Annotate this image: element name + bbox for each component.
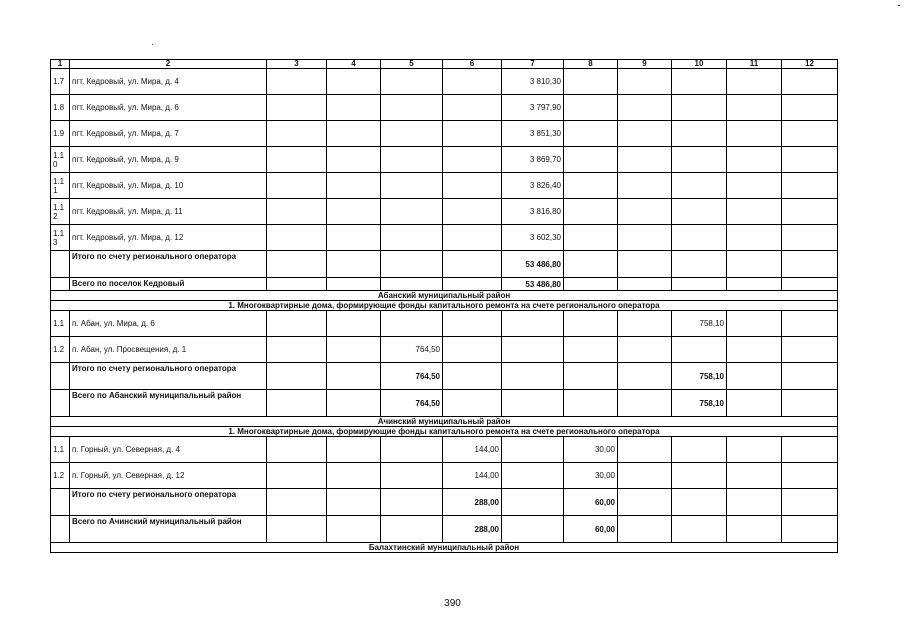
value-cell-col-6 xyxy=(443,225,502,251)
value-cell-col-9 xyxy=(618,95,672,121)
value-cell-col-5 xyxy=(381,199,443,225)
value-cell-col-7: 3 797,90 xyxy=(502,95,564,121)
value-cell-col-8 xyxy=(564,251,618,278)
subtotal-row xyxy=(51,363,838,390)
value-cell-col-5 xyxy=(381,489,443,516)
value-cell-col-11 xyxy=(727,363,782,390)
table-row xyxy=(51,147,838,173)
value-cell-col-3 xyxy=(267,199,327,225)
scan-speck xyxy=(152,44,153,45)
subtotal-label: Всего по поселок Кедровый xyxy=(70,278,267,291)
value-cell-col-8 xyxy=(564,147,618,173)
value-cell-col-10 xyxy=(672,69,727,95)
value-cell-col-6 xyxy=(443,147,502,173)
value-cell-col-3 xyxy=(267,95,327,121)
value-cell-col-10: 758,10 xyxy=(672,311,727,337)
value-cell-col-4 xyxy=(327,69,381,95)
value-cell-col-10 xyxy=(672,463,727,489)
value-cell-col-6: 144,00 xyxy=(443,463,502,489)
value-cell-col-10 xyxy=(672,173,727,199)
address-cell: пгт. Кедровый, ул. Мира, д. 4 xyxy=(70,69,267,95)
value-cell-col-6: 144,00 xyxy=(443,437,502,463)
row-number: 1.9 xyxy=(51,121,70,147)
address-cell: пгт. Кедровый, ул. Мира, д. 11 xyxy=(70,199,267,225)
value-cell-col-4 xyxy=(327,121,381,147)
value-cell-col-11 xyxy=(727,278,782,291)
value-cell-col-9 xyxy=(618,278,672,291)
value-cell-col-5 xyxy=(381,463,443,489)
value-cell-col-11 xyxy=(727,311,782,337)
value-cell-col-4 xyxy=(327,463,381,489)
value-cell-col-9 xyxy=(618,251,672,278)
value-cell-col-9 xyxy=(618,390,672,417)
value-cell-col-5 xyxy=(381,95,443,121)
value-cell-col-4 xyxy=(327,225,381,251)
row-number: 1.1 xyxy=(51,437,70,463)
section-title: 1. Многоквартирные дома, формирующие фонды капитального ремонта на счете регионального оператора xyxy=(51,301,838,311)
value-cell-col-10 xyxy=(672,251,727,278)
value-cell-col-5: 764,50 xyxy=(381,390,443,417)
row-number: 1.7 xyxy=(51,69,70,95)
value-cell-col-12 xyxy=(782,463,838,489)
table-row xyxy=(51,173,838,199)
row-number: 1.2 xyxy=(51,463,70,489)
value-cell-col-8 xyxy=(564,95,618,121)
value-cell-col-3 xyxy=(267,173,327,199)
value-cell-col-11 xyxy=(727,199,782,225)
subtotal-label: Итого по счету регионального оператора xyxy=(70,251,267,278)
value-cell-col-11 xyxy=(727,147,782,173)
value-cell-col-7 xyxy=(502,311,564,337)
value-cell-col-9 xyxy=(618,147,672,173)
value-cell-col-7: 3 602,30 xyxy=(502,225,564,251)
value-cell-col-3 xyxy=(267,69,327,95)
value-cell-col-3 xyxy=(267,225,327,251)
value-cell-col-7 xyxy=(502,437,564,463)
value-cell-col-6 xyxy=(443,121,502,147)
value-cell-col-6 xyxy=(443,337,502,363)
value-cell-col-6: 288,00 xyxy=(443,516,502,543)
value-cell-col-5 xyxy=(381,147,443,173)
value-cell-col-12 xyxy=(782,173,838,199)
page-number: 390 xyxy=(444,598,461,609)
table-row xyxy=(51,69,838,95)
value-cell-col-3 xyxy=(267,390,327,417)
value-cell-col-8: 60,00 xyxy=(564,516,618,543)
value-cell-col-6 xyxy=(443,390,502,417)
value-cell-col-11 xyxy=(727,463,782,489)
table-row xyxy=(51,95,838,121)
value-cell-col-10 xyxy=(672,337,727,363)
row-number: 1.2 xyxy=(51,337,70,363)
table-row xyxy=(51,337,838,363)
value-cell-col-11 xyxy=(727,337,782,363)
value-cell-col-9 xyxy=(618,69,672,95)
column-header-1: 1 xyxy=(51,60,70,69)
column-header-6: 6 xyxy=(443,60,502,69)
row-number: 1.8 xyxy=(51,95,70,121)
subtotal-row xyxy=(51,390,838,417)
value-cell-col-10 xyxy=(672,121,727,147)
value-cell-col-3 xyxy=(267,121,327,147)
table-row xyxy=(51,121,838,147)
value-cell-col-9 xyxy=(618,516,672,543)
section-title: Ачинский муниципальный район xyxy=(51,417,838,427)
value-cell-col-5 xyxy=(381,69,443,95)
value-cell-col-7: 3 869,70 xyxy=(502,147,564,173)
value-cell-col-5 xyxy=(381,278,443,291)
value-cell-col-10 xyxy=(672,278,727,291)
row-number xyxy=(51,489,70,516)
value-cell-col-7 xyxy=(502,390,564,417)
value-cell-col-12 xyxy=(782,437,838,463)
table-row xyxy=(51,463,838,489)
value-cell-col-8 xyxy=(564,337,618,363)
value-cell-col-4 xyxy=(327,390,381,417)
value-cell-col-10 xyxy=(672,225,727,251)
value-cell-col-8 xyxy=(564,121,618,147)
value-cell-col-10: 758,10 xyxy=(672,363,727,390)
value-cell-col-5 xyxy=(381,311,443,337)
row-number xyxy=(51,251,70,278)
value-cell-col-4 xyxy=(327,199,381,225)
value-cell-col-9 xyxy=(618,311,672,337)
value-cell-col-10 xyxy=(672,516,727,543)
value-cell-col-8 xyxy=(564,199,618,225)
capital-repair-table xyxy=(50,59,838,553)
value-cell-col-9 xyxy=(618,173,672,199)
value-cell-col-11 xyxy=(727,437,782,463)
value-cell-col-4 xyxy=(327,337,381,363)
address-cell: п. Абан, ул. Мира, д. 6 xyxy=(70,311,267,337)
subtotal-row xyxy=(51,278,838,291)
row-number xyxy=(51,363,70,390)
value-cell-col-5: 764,50 xyxy=(381,337,443,363)
value-cell-col-7: 53 486,80 xyxy=(502,251,564,278)
value-cell-col-11 xyxy=(727,489,782,516)
address-cell: пгт. Кедровый, ул. Мира, д. 9 xyxy=(70,147,267,173)
value-cell-col-7: 3 816,80 xyxy=(502,199,564,225)
column-header-10: 10 xyxy=(672,60,727,69)
value-cell-col-3 xyxy=(267,147,327,173)
column-header-8: 8 xyxy=(564,60,618,69)
value-cell-col-3 xyxy=(267,437,327,463)
subtotal-row xyxy=(51,489,838,516)
value-cell-col-12 xyxy=(782,489,838,516)
section-band-row xyxy=(51,417,838,427)
section-band-row xyxy=(51,543,838,553)
value-cell-col-8: 30,00 xyxy=(564,463,618,489)
column-header-9: 9 xyxy=(618,60,672,69)
section-title: Абанский муниципальный район xyxy=(51,291,838,301)
value-cell-col-4 xyxy=(327,173,381,199)
value-cell-col-11 xyxy=(727,390,782,417)
column-header-4: 4 xyxy=(327,60,381,69)
row-number: 1.1 3 xyxy=(51,225,70,251)
value-cell-col-12 xyxy=(782,363,838,390)
column-header-11: 11 xyxy=(727,60,782,69)
subtotal-row xyxy=(51,516,838,543)
value-cell-col-7: 3 810,30 xyxy=(502,69,564,95)
value-cell-col-9 xyxy=(618,489,672,516)
subtotal-row xyxy=(51,251,838,278)
address-cell: пгт. Кедровый, ул. Мира, д. 6 xyxy=(70,95,267,121)
section-band-row xyxy=(51,301,838,311)
value-cell-col-11 xyxy=(727,121,782,147)
value-cell-col-12 xyxy=(782,199,838,225)
value-cell-col-9 xyxy=(618,437,672,463)
value-cell-col-12 xyxy=(782,147,838,173)
row-number xyxy=(51,390,70,417)
value-cell-col-12 xyxy=(782,69,838,95)
section-title: 1. Многоквартирные дома, формирующие фонды капитального ремонта на счете регионального оператора xyxy=(51,427,838,437)
table-row xyxy=(51,225,838,251)
address-cell: пгт. Кедровый, ул. Мира, д. 10 xyxy=(70,173,267,199)
value-cell-col-12 xyxy=(782,311,838,337)
column-header-3: 3 xyxy=(267,60,327,69)
subtotal-label: Итого по счету регионального оператора xyxy=(70,363,267,390)
column-header-5: 5 xyxy=(381,60,443,69)
row-number xyxy=(51,516,70,543)
value-cell-col-11 xyxy=(727,225,782,251)
subtotal-label: Итого по счету регионального оператора xyxy=(70,489,267,516)
subtotal-label: Всего по Абанский муниципальный район xyxy=(70,390,267,417)
column-header-12: 12 xyxy=(782,60,838,69)
value-cell-col-8: 60,00 xyxy=(564,489,618,516)
value-cell-col-10: 758,10 xyxy=(672,390,727,417)
column-header-2: 2 xyxy=(70,60,267,69)
row-number: 1.1 0 xyxy=(51,147,70,173)
address-cell: п. Горный, ул. Северная, д. 4 xyxy=(70,437,267,463)
value-cell-col-10 xyxy=(672,95,727,121)
value-cell-col-7 xyxy=(502,463,564,489)
value-cell-col-12 xyxy=(782,337,838,363)
row-number: 1.1 2 xyxy=(51,199,70,225)
value-cell-col-8 xyxy=(564,278,618,291)
value-cell-col-6 xyxy=(443,311,502,337)
value-cell-col-9 xyxy=(618,225,672,251)
value-cell-col-5: 764,50 xyxy=(381,363,443,390)
value-cell-col-3 xyxy=(267,516,327,543)
value-cell-col-4 xyxy=(327,437,381,463)
value-cell-col-7 xyxy=(502,489,564,516)
table-row xyxy=(51,437,838,463)
value-cell-col-10 xyxy=(672,199,727,225)
value-cell-col-5 xyxy=(381,173,443,199)
value-cell-col-12 xyxy=(782,95,838,121)
value-cell-col-8 xyxy=(564,69,618,95)
address-cell: пгт. Кедровый, ул. Мира, д. 12 xyxy=(70,225,267,251)
value-cell-col-8 xyxy=(564,225,618,251)
row-number xyxy=(51,278,70,291)
value-cell-col-6 xyxy=(443,363,502,390)
value-cell-col-8 xyxy=(564,173,618,199)
value-cell-col-7 xyxy=(502,363,564,390)
subtotal-label: Всего по Ачинский муниципальный район xyxy=(70,516,267,543)
address-cell: п. Абан, ул. Просвещения, д. 1 xyxy=(70,337,267,363)
section-band-row xyxy=(51,291,838,301)
value-cell-col-3 xyxy=(267,251,327,278)
value-cell-col-10 xyxy=(672,437,727,463)
scan-speck xyxy=(898,5,900,6)
address-cell: пгт. Кедровый, ул. Мира, д. 7 xyxy=(70,121,267,147)
value-cell-col-8 xyxy=(564,390,618,417)
value-cell-col-3 xyxy=(267,337,327,363)
value-cell-col-6: 288,00 xyxy=(443,489,502,516)
value-cell-col-6 xyxy=(443,173,502,199)
value-cell-col-9 xyxy=(618,121,672,147)
address-cell: п. Горный, ул. Северная, д. 12 xyxy=(70,463,267,489)
value-cell-col-5 xyxy=(381,251,443,278)
value-cell-col-8 xyxy=(564,311,618,337)
value-cell-col-4 xyxy=(327,95,381,121)
row-number: 1.1 xyxy=(51,311,70,337)
value-cell-col-10 xyxy=(672,147,727,173)
value-cell-col-3 xyxy=(267,489,327,516)
value-cell-col-9 xyxy=(618,463,672,489)
value-cell-col-6 xyxy=(443,251,502,278)
table-row xyxy=(51,311,838,337)
table-body xyxy=(51,69,838,553)
value-cell-col-11 xyxy=(727,69,782,95)
value-cell-col-11 xyxy=(727,95,782,121)
value-cell-col-4 xyxy=(327,363,381,390)
value-cell-col-4 xyxy=(327,251,381,278)
value-cell-col-7 xyxy=(502,516,564,543)
value-cell-col-10 xyxy=(672,489,727,516)
value-cell-col-8: 30,00 xyxy=(564,437,618,463)
value-cell-col-5 xyxy=(381,225,443,251)
value-cell-col-3 xyxy=(267,311,327,337)
value-cell-col-9 xyxy=(618,363,672,390)
value-cell-col-6 xyxy=(443,69,502,95)
value-cell-col-4 xyxy=(327,147,381,173)
value-cell-col-12 xyxy=(782,390,838,417)
value-cell-col-4 xyxy=(327,516,381,543)
value-cell-col-5 xyxy=(381,121,443,147)
value-cell-col-7: 3 826,40 xyxy=(502,173,564,199)
value-cell-col-9 xyxy=(618,199,672,225)
row-number: 1.1 1 xyxy=(51,173,70,199)
value-cell-col-3 xyxy=(267,363,327,390)
value-cell-col-5 xyxy=(381,516,443,543)
value-cell-col-6 xyxy=(443,199,502,225)
section-band-row xyxy=(51,427,838,437)
value-cell-col-6 xyxy=(443,95,502,121)
value-cell-col-12 xyxy=(782,251,838,278)
value-cell-col-6 xyxy=(443,278,502,291)
value-cell-col-7 xyxy=(502,337,564,363)
table-row xyxy=(51,199,838,225)
value-cell-col-11 xyxy=(727,251,782,278)
column-header-row xyxy=(51,60,838,69)
value-cell-col-11 xyxy=(727,516,782,543)
value-cell-col-12 xyxy=(782,278,838,291)
value-cell-col-4 xyxy=(327,311,381,337)
column-header-7: 7 xyxy=(502,60,564,69)
value-cell-col-4 xyxy=(327,489,381,516)
value-cell-col-7: 3 851,30 xyxy=(502,121,564,147)
value-cell-col-12 xyxy=(782,121,838,147)
section-title: Балахтинский муниципальный район xyxy=(51,543,838,553)
value-cell-col-8 xyxy=(564,363,618,390)
value-cell-col-4 xyxy=(327,278,381,291)
value-cell-col-7: 53 486,80 xyxy=(502,278,564,291)
value-cell-col-9 xyxy=(618,337,672,363)
value-cell-col-11 xyxy=(727,173,782,199)
value-cell-col-3 xyxy=(267,463,327,489)
value-cell-col-3 xyxy=(267,278,327,291)
value-cell-col-5 xyxy=(381,437,443,463)
value-cell-col-12 xyxy=(782,225,838,251)
value-cell-col-12 xyxy=(782,516,838,543)
